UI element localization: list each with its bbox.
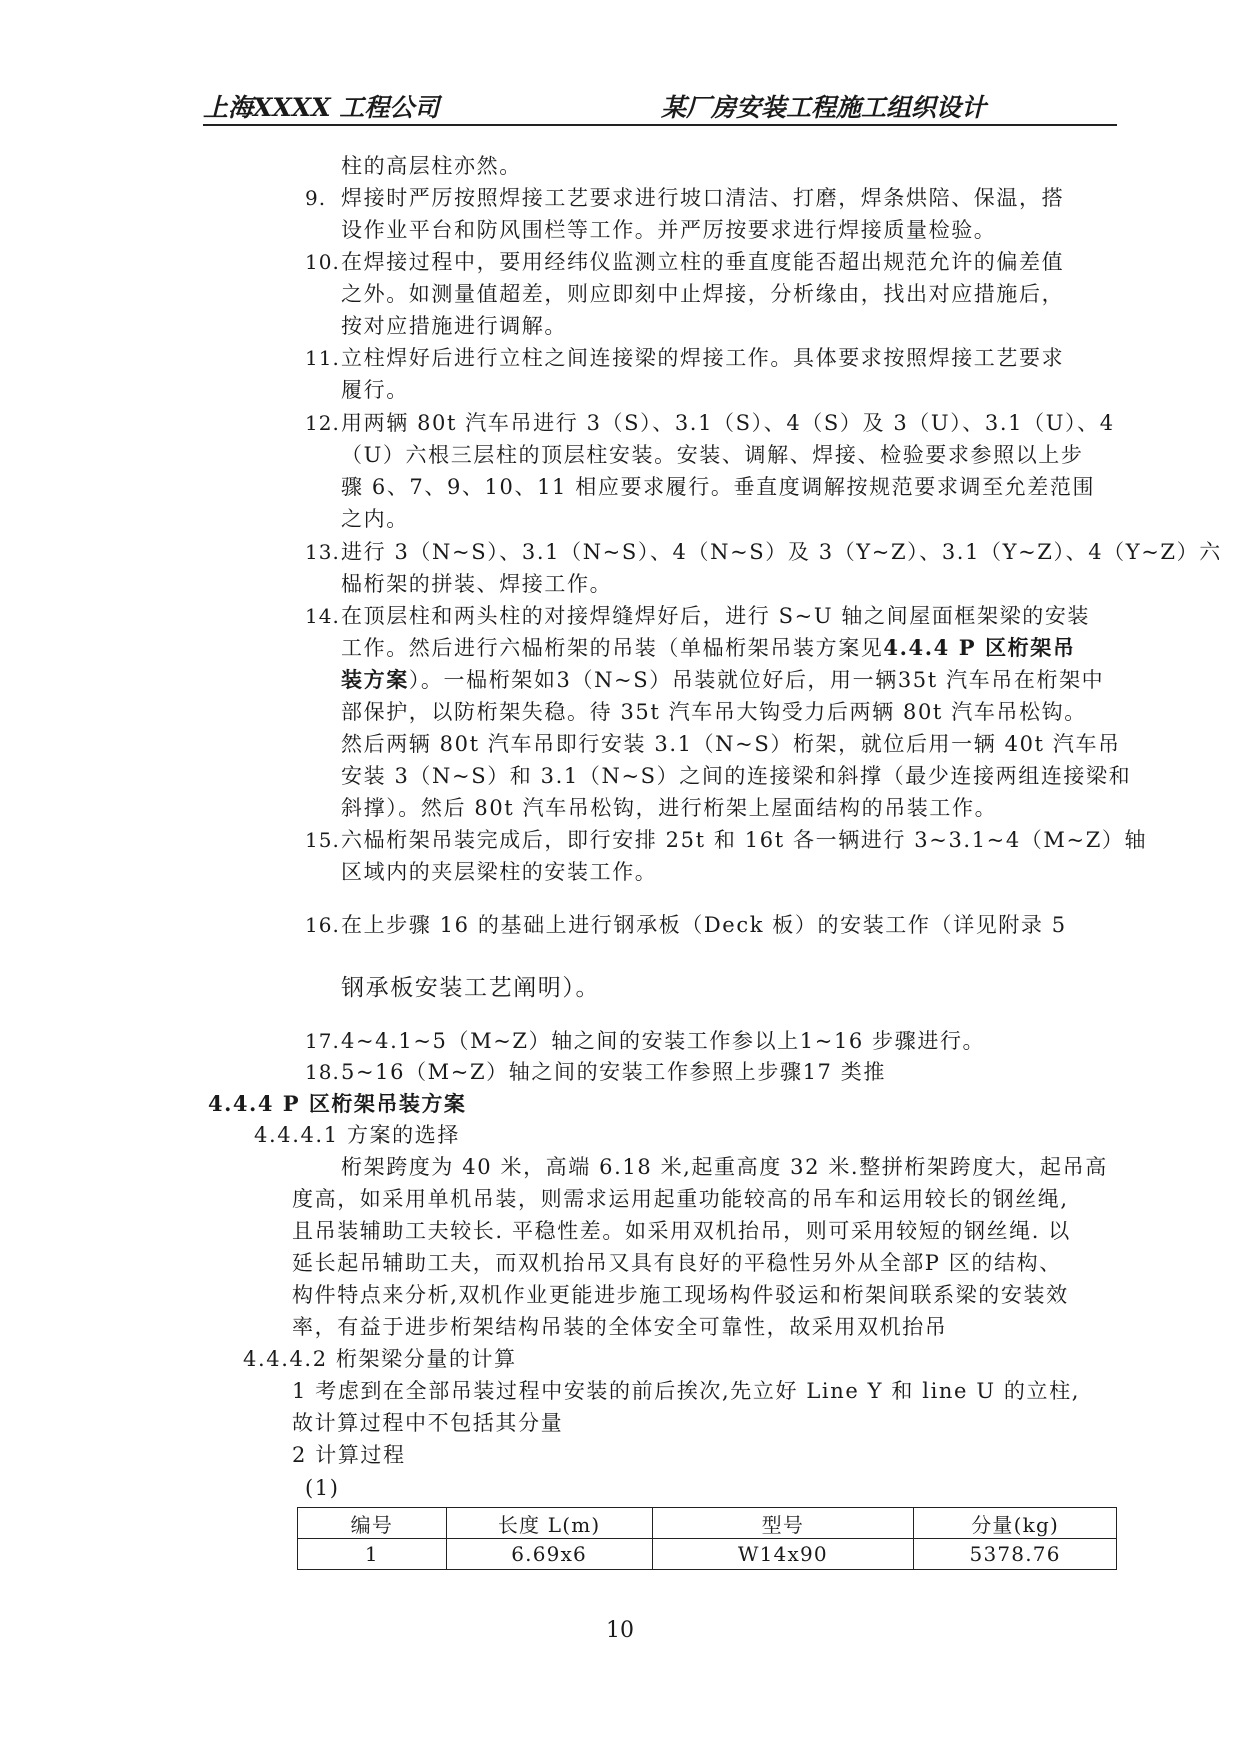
step-number: 14. — [305, 604, 340, 628]
column-header: 型号 — [652, 1508, 914, 1539]
weight-calculation-table — [297, 1507, 1117, 1570]
step-continuation: 柱的高层柱亦然。 — [341, 154, 522, 178]
paragraph-line: 构件特点来分析,双机作业更能进步施工现场构件驳运和桁架间联系梁的安装效 — [292, 1283, 1069, 1307]
page-number: 10 — [606, 1618, 634, 1643]
step-text: 履行。 — [341, 378, 409, 402]
table-header-row — [298, 1508, 1117, 1539]
step-text: 安装 3（N~S）和 3.1（N~S）之间的连接梁和斜撑（最少连接两组连接梁和 — [341, 764, 1132, 788]
table-cell: W14x90 — [652, 1539, 914, 1570]
step-number: 12. — [305, 411, 340, 435]
step-text: 5~16（M~Z）轴之间的安装工作参照上步骤17 类推 — [341, 1060, 886, 1084]
step-text: 在焊接过程中，要用经纬仪监测立柱的垂直度能否超出规范允许的偏差值 — [341, 250, 1065, 274]
subsection-title: 4.4.4.1 方案的选择 — [254, 1123, 460, 1147]
step-number: 17. — [305, 1029, 340, 1053]
step-text: 之外。如测量值超差，则应即刻中止焊接，分析缘由，找出对应措施后， — [341, 282, 1065, 306]
table-cell: 6.69x6 — [446, 1539, 652, 1570]
column-header: 编号 — [298, 1508, 447, 1539]
subsection-title: 4.4.4.2 桁架梁分量的计算 — [243, 1347, 517, 1371]
step-number: 9. — [305, 186, 327, 210]
step-number: 10. — [305, 250, 340, 274]
step-number: 15. — [305, 828, 340, 852]
step-text: 之内。 — [341, 507, 409, 531]
table-cell: 5378.76 — [914, 1539, 1117, 1570]
step-text: 在顶层柱和两头柱的对接焊缝焊好后，进行 S~U 轴之间屋面框架梁的安装 — [341, 604, 1091, 628]
section-heading: 4.4.4 P 区桁架吊装方案 — [208, 1091, 467, 1116]
list-item-text: 2 计算过程 — [292, 1443, 406, 1467]
company-name: 上海XXXX 工程公司 — [203, 93, 440, 122]
column-header: 长度 L(m) — [446, 1508, 652, 1539]
section-reference-link: 4.4.4 P 区桁架吊 — [883, 635, 1076, 660]
step-text: 榀桁架的拼装、焊接工作。 — [341, 572, 613, 596]
step-text-part: 工作。然后进行六榀桁架的吊装（单榀桁架吊装方案见 — [341, 636, 884, 660]
document-title: 某厂房安装工程施工组织设计 — [661, 93, 987, 122]
step-text: 区域内的夹层梁柱的安装工作。 — [341, 860, 658, 884]
step-number: 16. — [305, 913, 340, 937]
step-text — [341, 634, 1075, 662]
step-text: 按对应措施进行调解。 — [341, 314, 567, 338]
step-text-part: ）。一榀桁架如3（N~S）吊装就位好后，用一辆35t 汽车吊在桁架中 — [408, 668, 1105, 692]
sub-item-label: (1) — [305, 1476, 340, 1500]
step-number: 11. — [305, 346, 340, 370]
column-header: 分量(kg) — [914, 1508, 1117, 1539]
step-number: 13. — [305, 540, 340, 564]
paragraph-line: 桁架跨度为 40 米，高端 6.18 米,起重高度 32 米.整拼桁架跨度大，起吊高 — [341, 1155, 1108, 1179]
header-rule — [203, 124, 1117, 126]
step-text: 钢承板安装工艺阐明）。 — [341, 975, 601, 1001]
step-text: 骤 6、7、9、10、11 相应要求履行。垂直度调解按规范要求调至允差范围 — [341, 475, 1096, 499]
step-number: 18. — [305, 1060, 340, 1084]
table-cell: 1 — [298, 1539, 447, 1570]
step-text: 在上步骤 16 的基础上进行钢承板（Deck 板）的安装工作（详见附录 5 — [341, 913, 1067, 937]
paragraph-line: 延长起吊辅助工夫，而双机抬吊又具有良好的平稳性另外从全部P 区的结构、 — [292, 1251, 1062, 1275]
step-text: 六榀桁架吊装完成后，即行安排 25t 和 16t 各一辆进行 3~3.1~4（M~Z）轴 — [341, 828, 1148, 852]
section-reference-link: 装方案 — [341, 667, 409, 692]
step-text: 立柱焊好后进行立柱之间连接梁的焊接工作。具体要求按照焊接工艺要求 — [341, 346, 1065, 370]
step-text: 设作业平台和防风围栏等工作。并严厉按要求进行焊接质量检验。 — [341, 218, 997, 242]
paragraph-line: 率，有益于进步桁架结构吊装的全体安全可靠性，故采用双机抬吊 — [292, 1315, 948, 1339]
list-item-text: 故计算过程中不包括其分量 — [292, 1411, 564, 1435]
list-item-text: 1 考虑到在全部吊装过程中安装的前后挨次,先立好 Line Y 和 line U 的立柱, — [292, 1379, 1080, 1403]
step-text — [341, 666, 1104, 694]
step-text: （U）六根三层柱的顶层柱安装。安装、调解、焊接、检验要求参照以上步 — [341, 443, 1084, 467]
step-text: 4~4.1~5（M~Z）轴之间的安装工作参以上1~16 步骤进行。 — [341, 1029, 986, 1053]
step-text: 斜撑）。然后 80t 汽车吊松钩，进行桁架上屋面结构的吊装工作。 — [341, 796, 998, 820]
step-text: 部保护，以防桁架失稳。待 35t 汽车吊大钩受力后两辆 80t 汽车吊松钩。 — [341, 700, 1087, 724]
step-text: 焊接时严厉按照焊接工艺要求进行坡口清洁、打磨，焊条烘陪、保温，搭 — [341, 186, 1065, 210]
page-header — [203, 88, 1117, 122]
paragraph-line: 且吊装辅助工夫较长. 平稳性差。如采用双机抬吊，则可采用较短的钢丝绳. 以 — [292, 1219, 1071, 1243]
paragraph-line: 度高，如采用单机吊装，则需求运用起重功能较高的吊车和运用较长的钢丝绳, — [292, 1187, 1069, 1211]
step-text: 用两辆 80t 汽车吊进行 3（S）、3.1（S）、4（S）及 3（U）、3.1（U）、4 — [341, 411, 1115, 435]
step-text: 进行 3（N~S）、3.1（N~S）、4（N~S）及 3（Y~Z）、3.1（Y~Z）、4（Y~Z）六 — [341, 540, 1222, 564]
table-row — [298, 1539, 1117, 1570]
step-text: 然后两辆 80t 汽车吊即行安装 3.1（N~S）桁架，就位后用一辆 40t 汽车吊 — [341, 732, 1121, 756]
